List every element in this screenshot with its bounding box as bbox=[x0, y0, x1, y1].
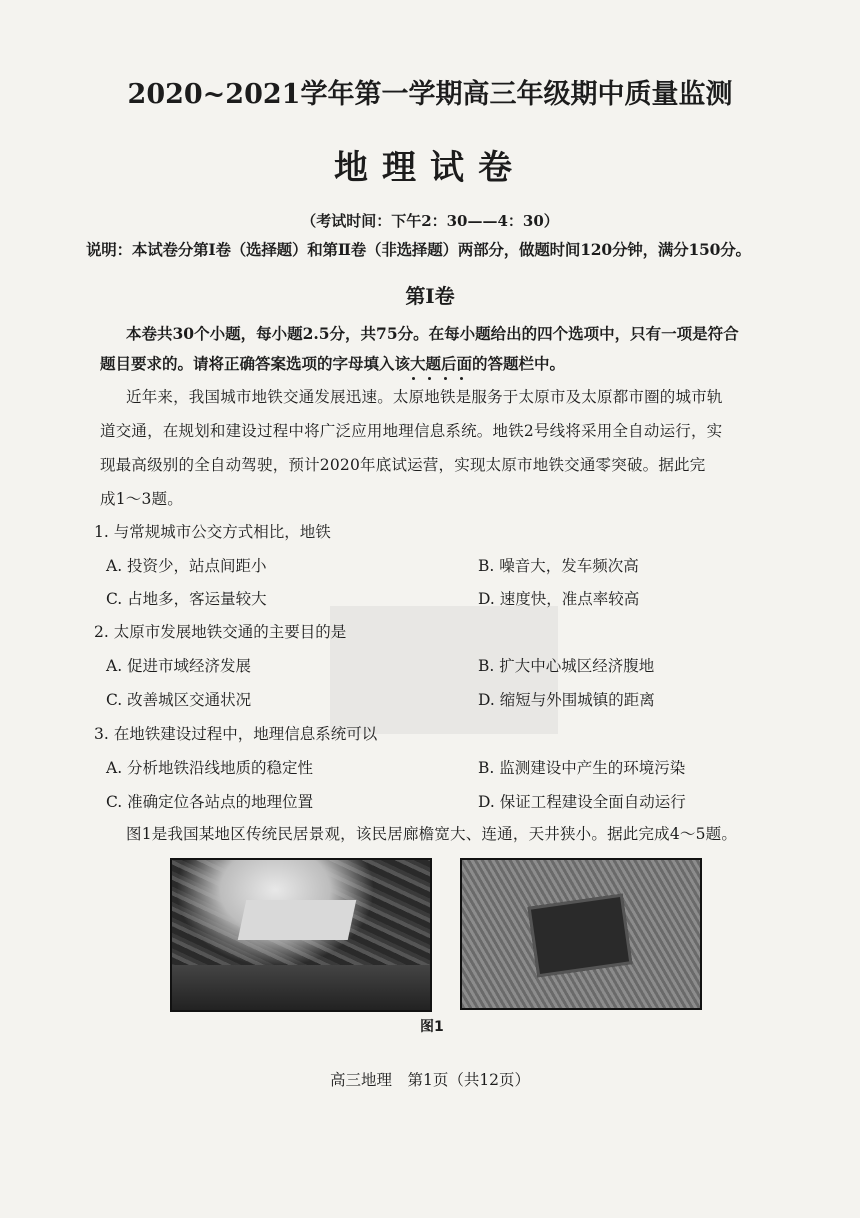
instruction-line-1: 本卷共30个小题，每小题2.5分，共75分。在每小题给出的四个选项中，只有一项是符合 bbox=[126, 324, 739, 343]
subject-title: 地理试卷 bbox=[334, 148, 526, 188]
emphasis-dot bbox=[460, 377, 463, 380]
instruction-line-2: 题目要求的。请将正确答案选项的字母填入该大题后面的答题栏中。 bbox=[100, 354, 566, 373]
option-3a: A. 分析地铁沿线地质的稳定性 bbox=[106, 759, 314, 777]
emphasis-dot bbox=[428, 377, 431, 380]
emphasis-dot bbox=[444, 377, 447, 380]
option-1a: A. 投资少，站点间距小 bbox=[106, 557, 267, 575]
part-label: 第Ⅰ卷 bbox=[405, 284, 455, 308]
question-stem-1: 1. 与常规城市公交方式相比，地铁 bbox=[94, 523, 331, 541]
skylight-shape bbox=[238, 900, 357, 940]
question-stem-2: 2. 太原市发展地铁交通的主要目的是 bbox=[94, 623, 347, 641]
figure-1-photo-courtyard bbox=[460, 858, 702, 1010]
figure-caption: 图1 bbox=[420, 1019, 444, 1035]
emphasis-dot bbox=[412, 377, 415, 380]
passage-2: 图1是我国某地区传统民居景观，该民居廊檐宽大、连通，天井狭小。据此完成4～5题。 bbox=[126, 825, 738, 843]
exam-time: （考试时间：下午2：30——4：30） bbox=[301, 212, 559, 230]
question-stem-3: 3. 在地铁建设过程中，地理信息系统可以 bbox=[94, 725, 378, 743]
option-2c: C. 改善城区交通状况 bbox=[106, 691, 252, 709]
option-3d: D. 保证工程建设全面自动运行 bbox=[478, 793, 686, 811]
option-1d: D. 速度快，准点率较高 bbox=[478, 590, 640, 608]
option-3b: B. 监测建设中产生的环境污染 bbox=[478, 759, 686, 777]
option-2d: D. 缩短与外围城镇的距离 bbox=[478, 691, 655, 709]
option-1b: B. 噪音大，发车频次高 bbox=[478, 557, 639, 575]
floor-shape bbox=[172, 965, 430, 1010]
exam-title: 2020~2021学年第一学期高三年级期中质量监测 bbox=[127, 79, 733, 110]
option-2a: A. 促进市域经济发展 bbox=[106, 657, 252, 675]
page-footer: 高三地理 第1页（共12页） bbox=[329, 1071, 531, 1089]
option-2b: B. 扩大中心城区经济腹地 bbox=[478, 657, 655, 675]
figure-1-photo-corridor bbox=[170, 858, 432, 1012]
courtyard-shape bbox=[528, 894, 633, 978]
passage-line: 现最高级别的全自动驾驶，预计2020年底试运营，实现太原市地铁交通零突破。据此完 bbox=[100, 456, 706, 474]
passage-line: 近年来，我国城市地铁交通发展迅速。太原地铁是服务于太原市及太原都市圈的城市轨 bbox=[126, 388, 723, 406]
exam-note: 说明：本试卷分第Ⅰ卷（选择题）和第Ⅱ卷（非选择题）两部分，做题时间120分钟，满分150分。 bbox=[86, 240, 751, 259]
option-1c: C. 占地多，客运量较大 bbox=[106, 590, 267, 608]
passage-line: 成1～3题。 bbox=[100, 490, 183, 508]
option-3c: C. 准确定位各站点的地理位置 bbox=[106, 793, 314, 811]
passage-line: 道交通，在规划和建设过程中将广泛应用地理信息系统。地铁2号线将采用全自动运行，实 bbox=[100, 422, 723, 440]
